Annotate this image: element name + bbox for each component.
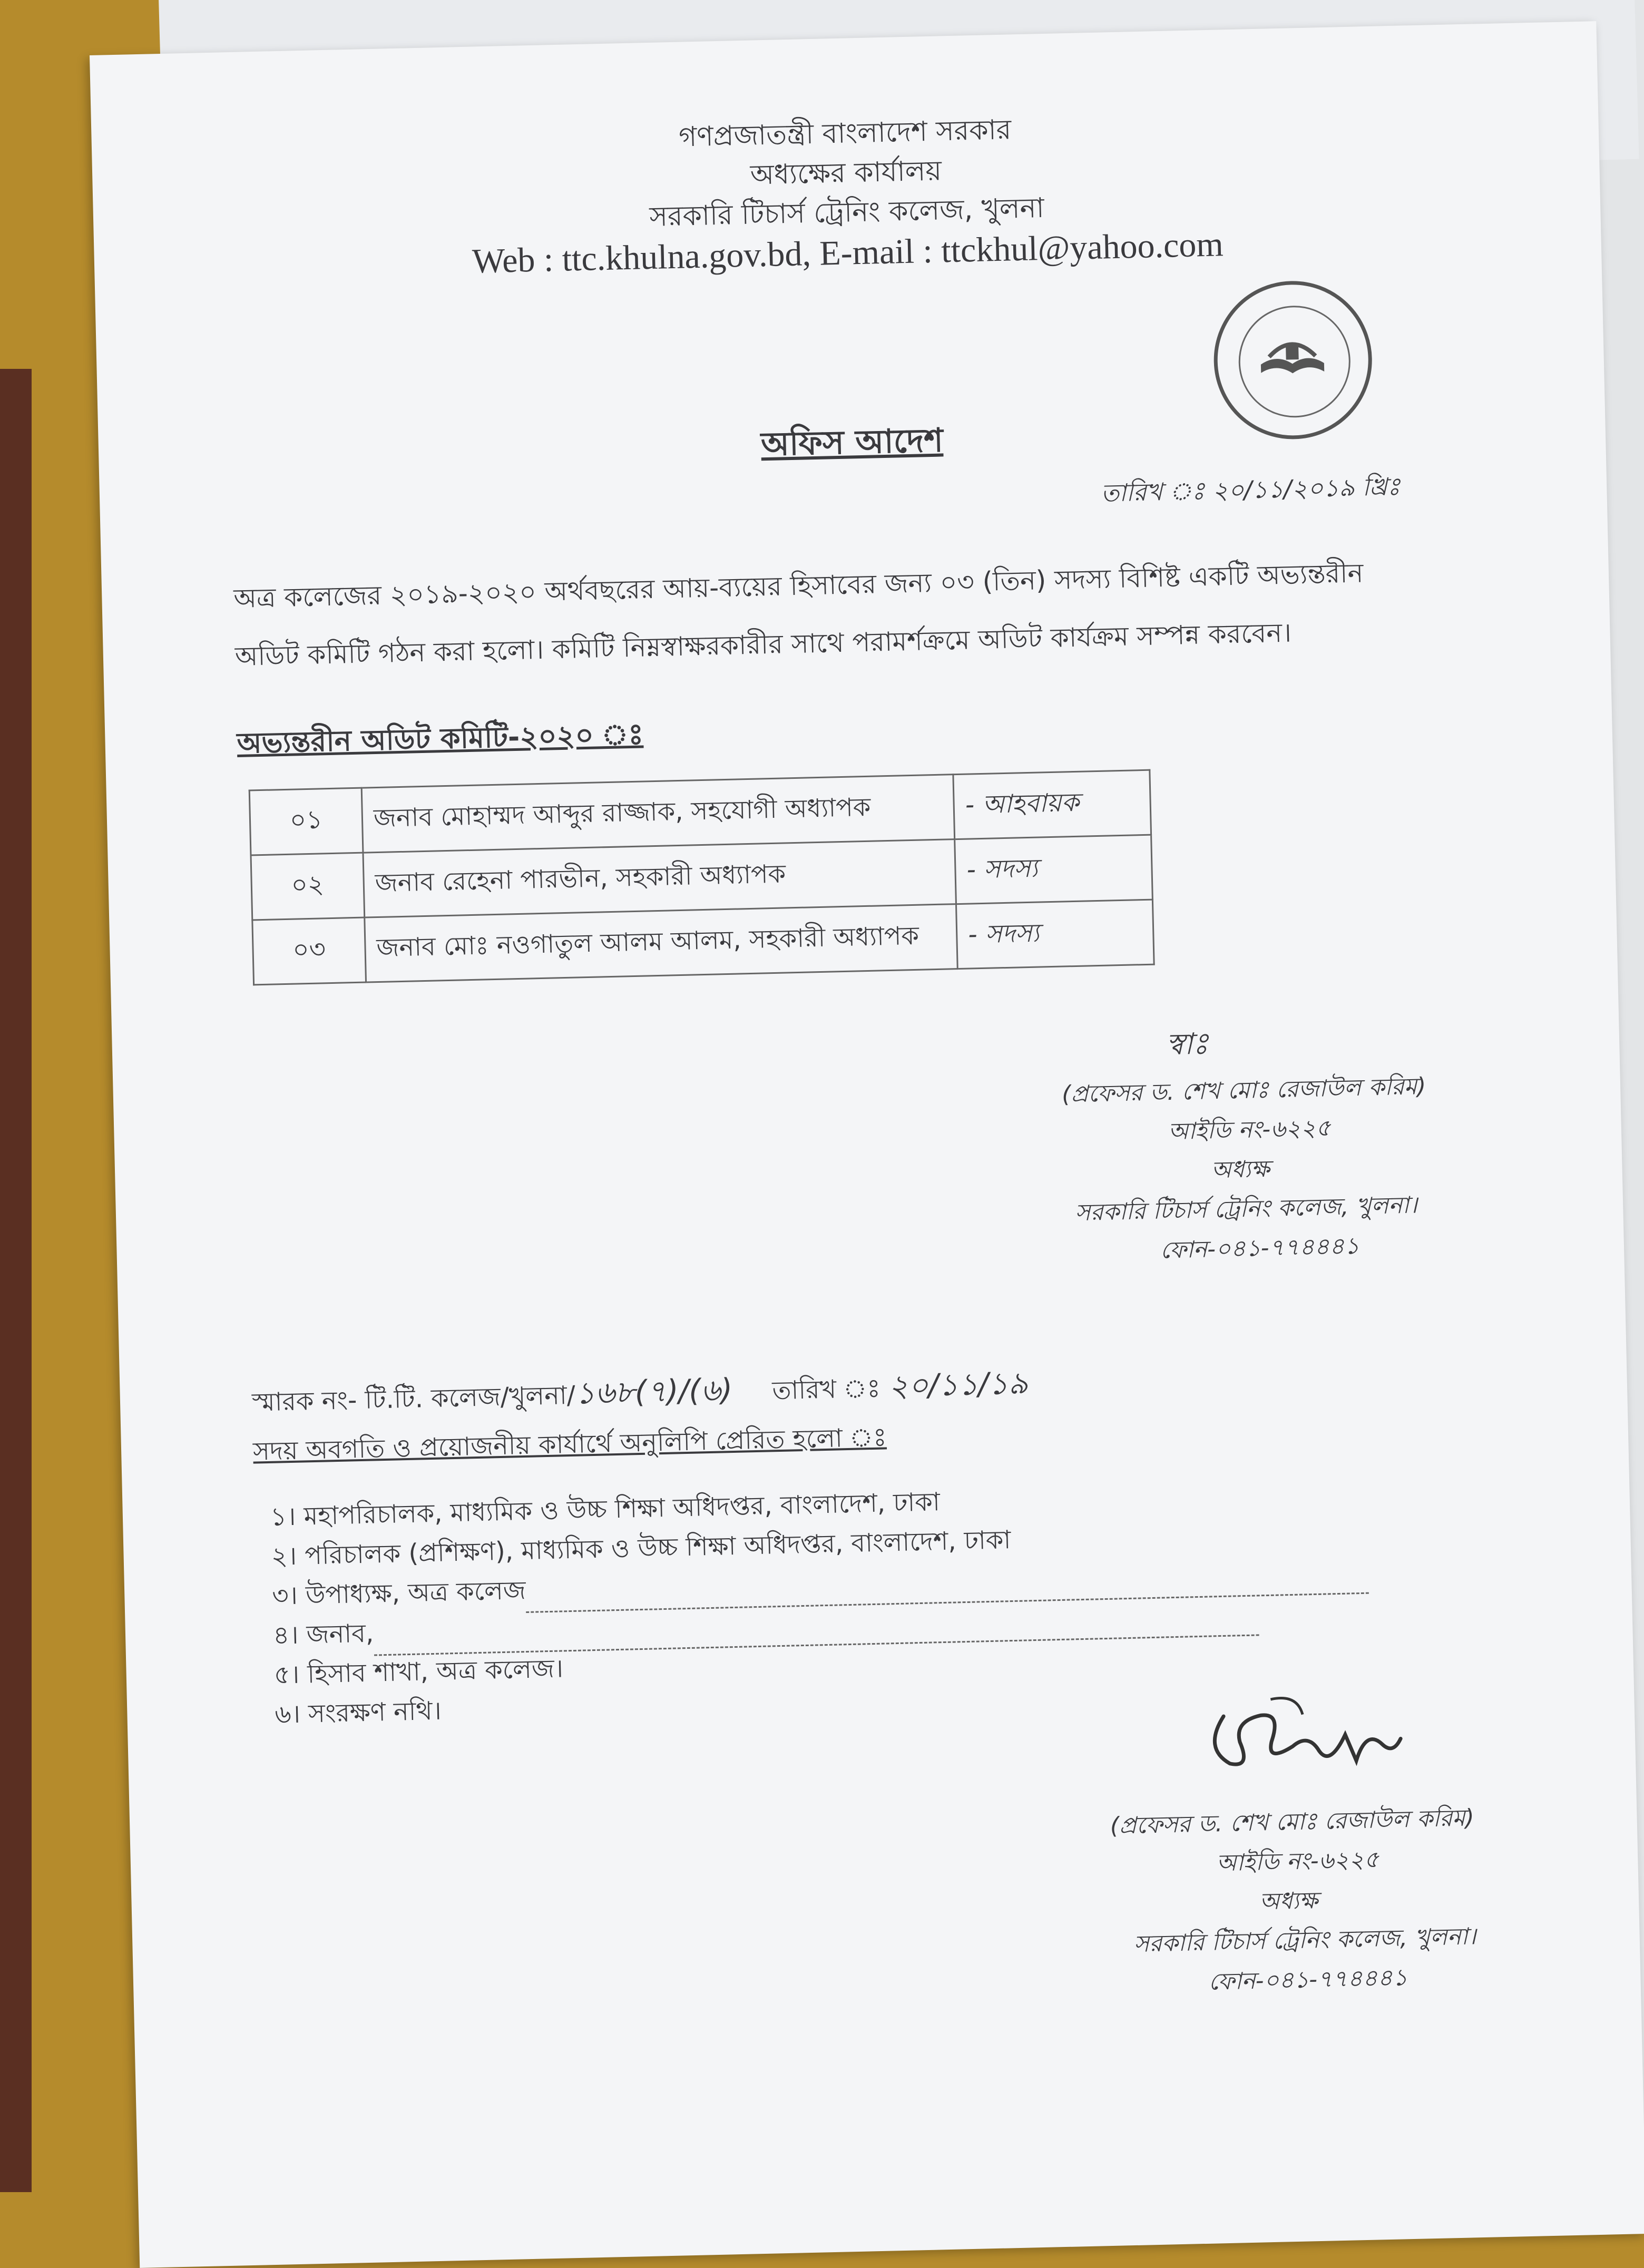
distribution-item-text: ৩। উপাধ্যক্ষ, অত্র কলেজ	[271, 1575, 526, 1611]
distribution-item: ২। পরিচালক (প্রশিক্ষণ), মাধ্যমিক ও উচ্চ শিক্ষা অধিদপ্তর, বাংলাদেশ, ঢাকা	[271, 1525, 1011, 1571]
signatory-designation: অধ্যক্ষ	[1259, 1887, 1318, 1915]
signatory-institution: সরকারি টিচার্স ট্রেনিং কলেজ, খুলনা।	[1133, 1923, 1476, 1958]
memo-ref-number: ১৬৮(৭)/(৬)	[574, 1371, 733, 1411]
signatory-phone: ফোন-০৪১-৭৭৪৪৪১	[1208, 1964, 1408, 1996]
signatory-name: (প্রফেসর ড. শেখ মোঃ রেজাউল করিম)	[1061, 1072, 1426, 1108]
member-serial: ০৩	[252, 917, 366, 985]
distribution-heading: সদয় অবগতি ও প্রয়োজনীয় কার্যার্থে অনুলিপি প্রেরিত হলো ঃ	[252, 1422, 887, 1467]
member-serial: ০২	[251, 853, 365, 920]
order-body-line-1: অত্র কলেজের ২০১৯-২০২০ অর্থবছরের আয়-ব্যয়ের হিসাবের জন্য ০৩ (তিন) সদস্য বিশিষ্ট একটি অভ্যন্তরীন	[233, 558, 1364, 614]
govt-header: গণপ্রজাতন্ত্রী বাংলাদেশ সরকার	[678, 114, 1012, 153]
member-name: জনাব রেহেনা পারভীন, সহকারী অধ্যাপক	[363, 839, 956, 917]
book-emblem-icon	[1258, 331, 1327, 380]
order-date: তারিখ ঃ ২০/১১/২০১৯ খ্রিঃ	[1100, 472, 1401, 507]
signatory-id: আইডি নং-৬২২৫	[1216, 1846, 1379, 1877]
member-role: - সদস্য	[956, 900, 1154, 969]
distribution-item-text: ৪। জনাব,	[272, 1618, 374, 1650]
memo-ref-label: স্মারক নং- টি.টি. কলেজ/খুলনা/	[251, 1380, 576, 1417]
signed-mark: স্বাঃ	[1166, 1027, 1209, 1062]
distribution-item: ৬। সংরক্ষণ নথি।	[274, 1696, 442, 1729]
distribution-item: ৫। হিসাব শাখা, অত্র কলেজ।	[273, 1654, 564, 1690]
member-name: জনাব মোঃ নওগাতুল আলম আলম, সহকারী অধ্যাপক	[365, 904, 958, 982]
order-body-line-2: অডিট কমিটি গঠন করা হলো। কমিটি নিম্নস্বাক্ষরকারীর সাথে পরামর্শক্রমে অডিট কার্যক্রম সম্পন্ন করবেন।	[234, 617, 1292, 672]
memo-reference	[251, 1360, 1029, 1428]
committee-table	[249, 769, 1155, 986]
office-order-page	[90, 21, 1644, 2268]
order-title: অফিস আদেশ	[760, 421, 944, 464]
dotted-line	[374, 1616, 1259, 1656]
signatory-name: (প্রফেসর ড. শেখ মোঃ রেজাউল করিম)	[1110, 1804, 1475, 1840]
office-header: অধ্যক্ষের কার্যালয়	[750, 155, 942, 191]
handwritten-signature	[1191, 1680, 1404, 1791]
member-role: - সদস্য	[955, 835, 1153, 904]
member-role: - আহবায়ক	[953, 770, 1151, 839]
distribution-item: ১। মহাপরিচালক, মাধ্যমিক ও উচ্চ শিক্ষা অধিদপ্তর, বাংলাদেশ, ঢাকা	[270, 1487, 941, 1532]
member-name: জনাব মোহাম্মদ আব্দুর রাজ্জাক, সহযোগী অধ্যাপক	[361, 775, 955, 853]
signatory-phone: ফোন-০৪১-৭৭৪৪৪১	[1160, 1232, 1360, 1264]
signatory-institution: সরকারি টিচার্স ট্রেনিং কলেজ, খুলনা।	[1074, 1191, 1418, 1227]
college-header: সরকারি টিচার্স ট্রেনিং কলেজ, খুলনা	[649, 192, 1045, 233]
memo-date: ২০/১১/১৯	[888, 1365, 1029, 1404]
signatory-id: আইডি নং-৬২২৫	[1168, 1115, 1332, 1146]
web-email-line: Web : ttc.khulna.gov.bd, E-mail : ttckhul@yahoo.com	[472, 225, 1224, 281]
memo-date-label: তারিখ ঃ	[771, 1373, 881, 1406]
member-serial: ০১	[249, 788, 363, 855]
committee-heading: অভ্যন্তরীন অডিট কমিটি-২০২০ ঃ	[236, 717, 644, 760]
background-edge	[0, 369, 32, 2192]
signatory-designation: অধ্যক্ষ	[1210, 1155, 1270, 1184]
